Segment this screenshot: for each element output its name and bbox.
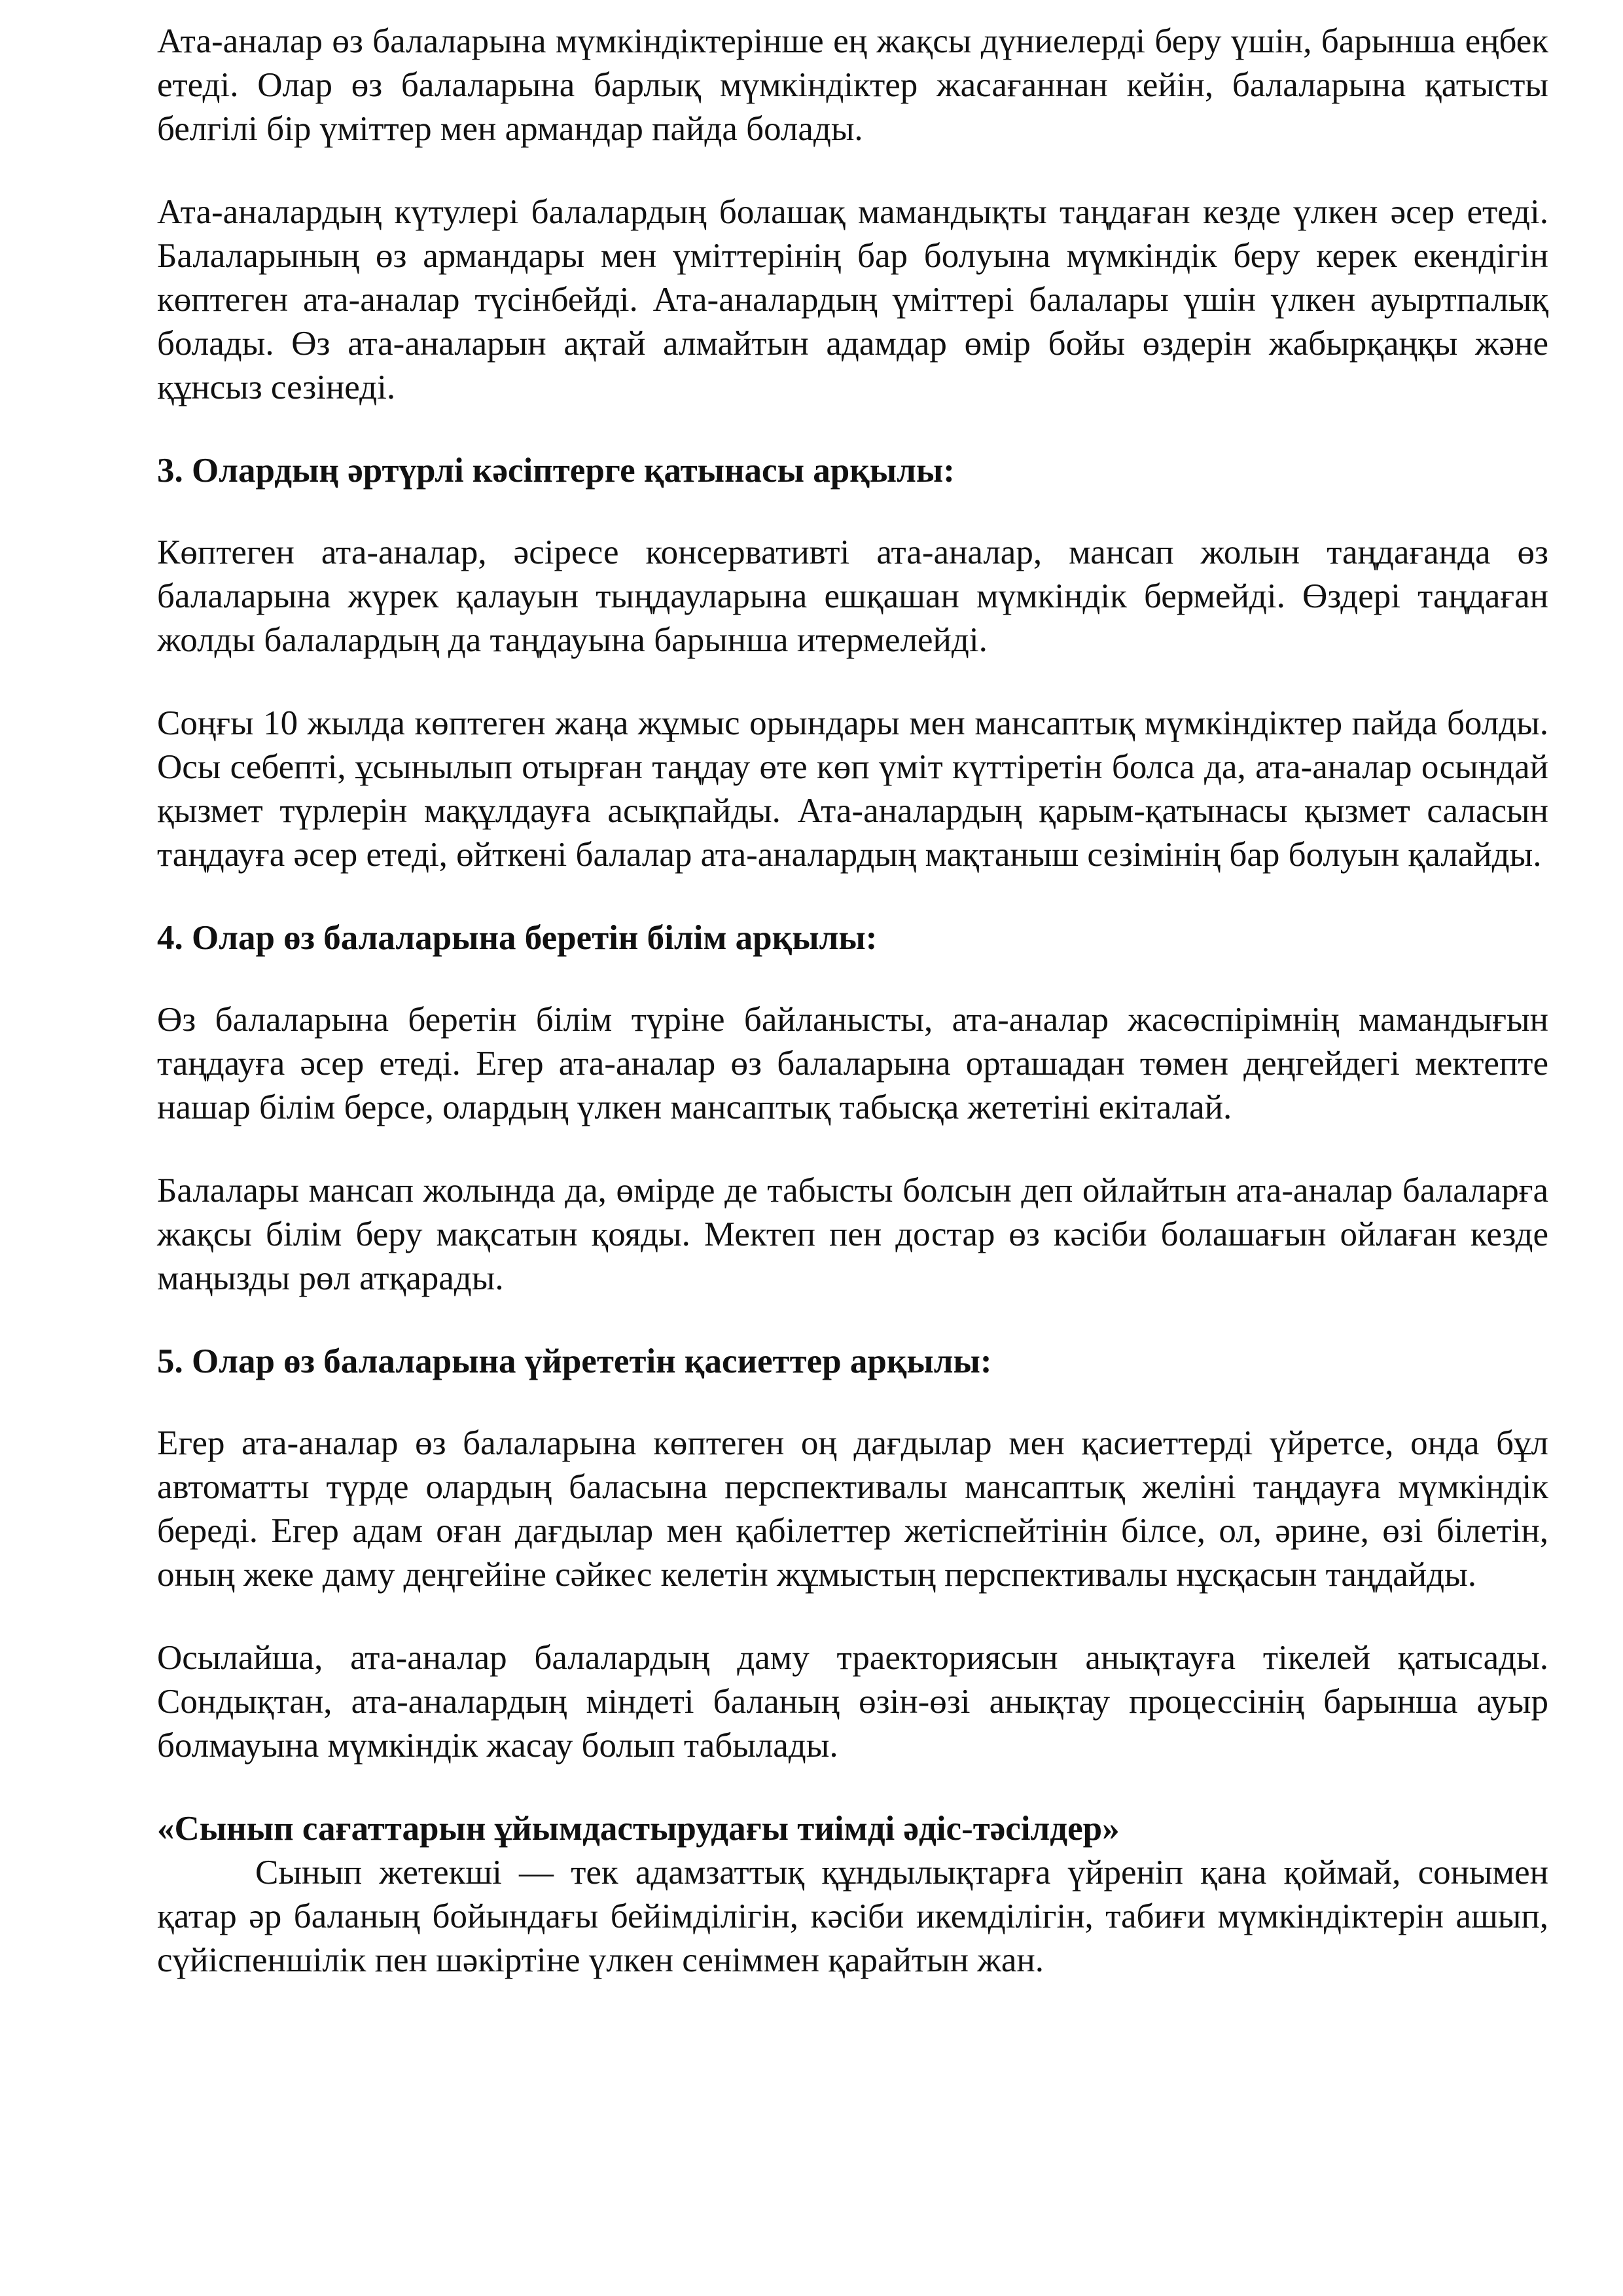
paragraph-parents-effort: Ата-аналар өз балаларына мүмкіндіктерінше ең жақсы дүниелерді беру үшін, барынша еңбек етеді. Олар өз балаларына барлық мүмкіндіктер жасағаннан кейін, балаларына қатысты белгілі бір үміттер мен армандар пайда болады.	[157, 22, 1548, 148]
document-page	[157, 20, 1548, 1982]
paragraph-good-education: Балалары мансап жолында да, өмірде де табысты болсын деп ойлайтын ата-аналар балаларға жақсы білім беру мақсатын қояды. Мектеп пен достар өз кәсіби болашағын ойлаған кезде маңызды рөл атқарады.	[157, 1172, 1548, 1297]
section-heading-3: 3. Олардың әртүрлі кәсіптерге қатынасы арқылы:	[157, 452, 955, 490]
article-title: «Сынып сағаттарын ұйымдастырудағы тиімді әдіс-тәсілдер»	[157, 1810, 1120, 1848]
section-heading-5: 5. Олар өз балаларына үйрететін қасиеттер арқылы:	[157, 1342, 992, 1380]
section-heading-4: 4. Олар өз балаларына беретін білім арқылы:	[157, 919, 878, 957]
paragraph-conclusion: Осылайша, ата-аналар балалардың даму траекториясын анықтауға тікелей қатысады. Сондықтан, ата-аналардың міндеті баланың өзін-өзі анықтау процессінің барынша ауыр болмауына мүмкіндік жасау болып табылады.	[157, 1639, 1548, 1765]
paragraph-class-teacher: Сынып жетекші — тек адамзаттық құндылықтарға үйреніп қана қоймай, сонымен қатар әр баланың бойындағы бейімділігін, кәсіби икемділігін, табиғи мүмкіндіктерін ашып, сүйіспеншілік пен шәкіртіне үлкен сеніммен қарайтын жан.	[157, 1854, 1548, 1979]
paragraph-skills-qualities: Егер ата-аналар өз балаларына көптеген оң дағдылар мен қасиеттерді үйретсе, онда бұл автоматты түрде олардың баласына перспективалы мансаптық желіні таңдауға мүмкіндік береді. Егер адам оған дағдылар мен қабілеттер жетіспейтінін білсе, ол, әрине, өзі білетін, оның жеке даму деңгейіне сәйкес келетін жұмыстың перспективалы нұсқасын таңдайды.	[157, 1424, 1548, 1594]
paragraph-education-type: Өз балаларына беретін білім түріне байланысты, ата-аналар жасөспірімнің мамандығын таңдауға әсер етеді. Егер ата-аналар өз балаларына орташадан төмен деңгейдегі мектепте нашар білім берсе, олардың үлкен мансаптық табысқа жететіні екіталай.	[157, 1001, 1548, 1126]
paragraph-parents-expectations: Ата-аналардың күтулері балалардың болашақ мамандықты таңдаған кезде үлкен әсер етеді. Балаларының өз армандары мен үміттерінің бар болуына мүмкіндік беру керек екендігін көптеген ата-аналар түсінбейді. Ата-аналардың үміттері балалары үшін үлкен ауыртпалық болады. Өз ата-аналарын ақтай алмайтын адамдар өмір бойы өздерін жабырқаңқы және құнсыз сезінеді.	[157, 193, 1548, 406]
paragraph-conservative-parents: Көптеген ата-аналар, әсіресе консервативті ата-аналар, мансап жолын таңдағанда өз балаларына жүрек қалауын тыңдауларына ешқашан мүмкіндік бермейді. Өздері таңдаған жолды балалардың да таңдауына барынша итермелейді.	[157, 533, 1548, 659]
paragraph-new-careers: Соңғы 10 жылда көптеген жаңа жұмыс орындары мен мансаптық мүмкіндіктер пайда болды. Осы себепті, ұсынылып отырған таңдау өте көп үміт күттіретін болса да, ата-аналар осындай қызмет түрлерін мақұлдауға асықпайды. Ата-аналардың қарым-қатынасы қызмет саласын таңдауға әсер етеді, өйткені балалар ата-аналардың мақтаныш сезімінің бар болуын қалайды.	[157, 704, 1548, 874]
